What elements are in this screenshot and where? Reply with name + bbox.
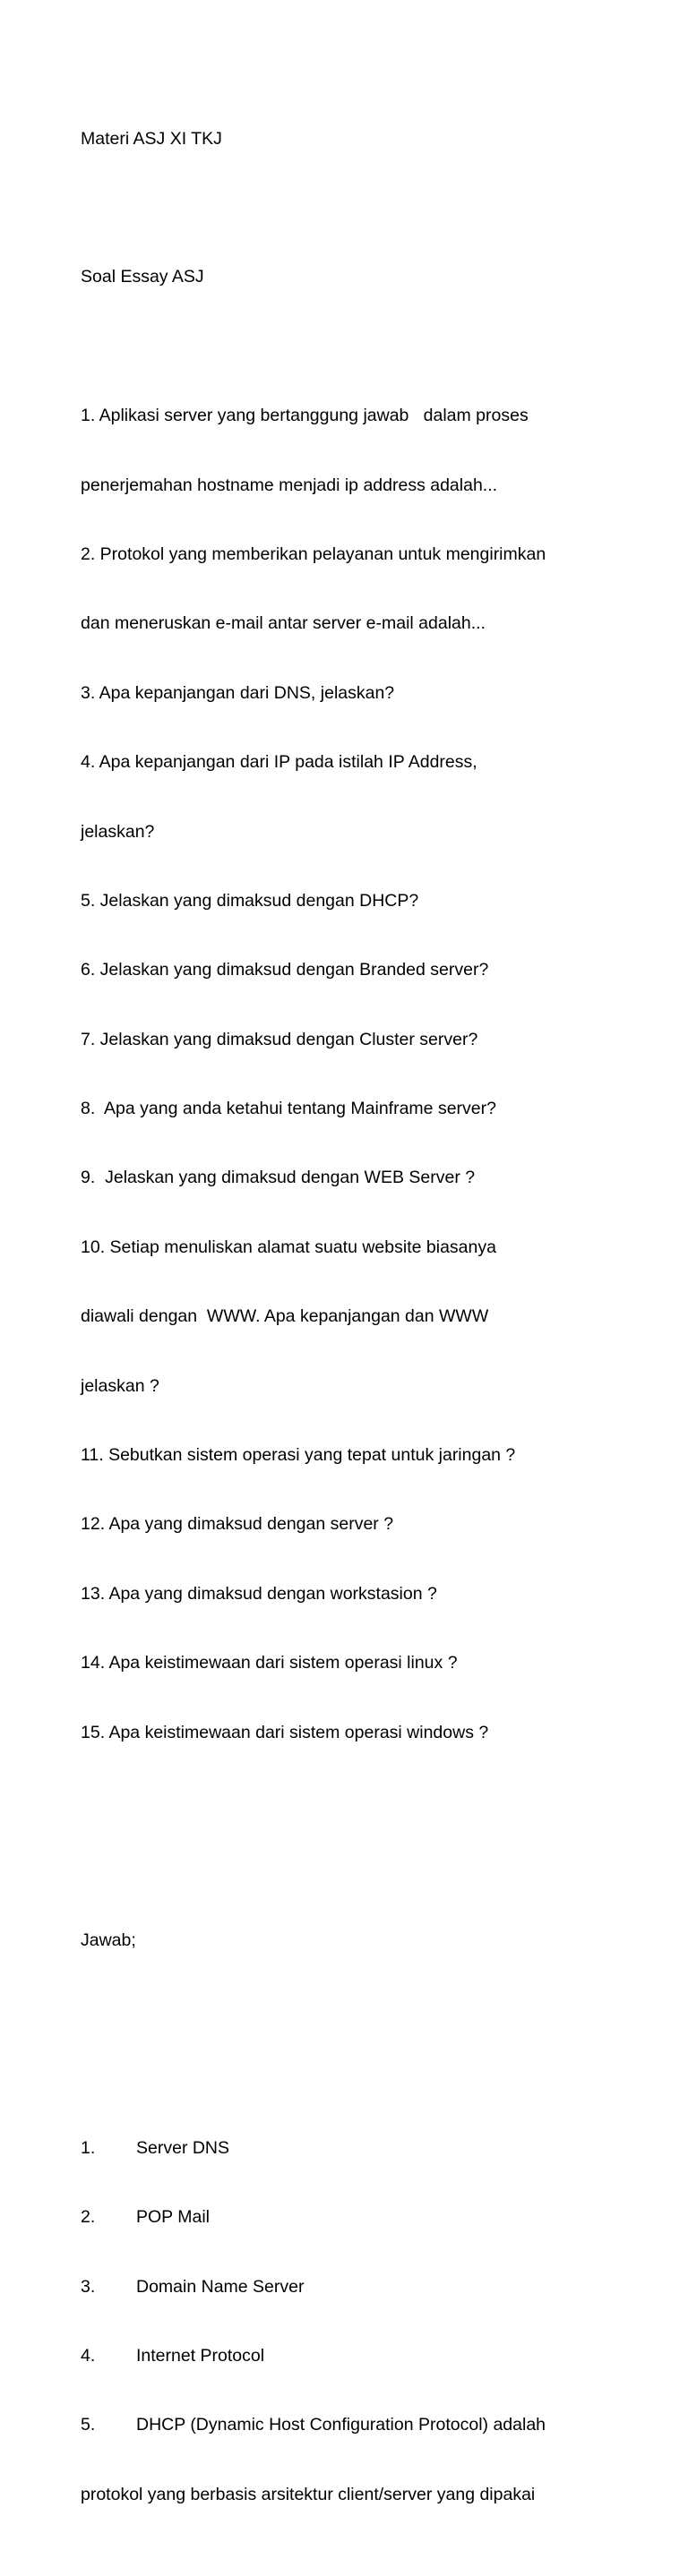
- answer-text: Server DNS: [136, 2137, 230, 2158]
- answer-text: Internet Protocol: [136, 2346, 265, 2366]
- answer-item: [81, 2137, 672, 2161]
- question-line: 5. Jelaskan yang dimaksud dengan DHCP?: [81, 890, 419, 911]
- question-line: jelaskan?: [81, 821, 155, 842]
- answer-text: POP Mail: [136, 2207, 210, 2228]
- answer-number: 5.: [81, 2415, 96, 2435]
- question-line: 2. Protokol yang memberikan pelayanan untuk mengirimkan: [81, 543, 546, 564]
- question-line: 10. Setiap menuliskan alamat suatu website biasanya: [81, 1237, 496, 1257]
- question-line: 8. Apa yang anda ketahui tentang Mainframe server?: [81, 1099, 496, 1119]
- answer-item: [81, 2206, 672, 2229]
- answers-heading: Jawab;: [81, 1930, 136, 1950]
- answer-number: 4.: [81, 2346, 96, 2366]
- question-line: 9. Jelaskan yang dimaksud dengan WEB Server ?: [81, 1168, 476, 1188]
- answer-list: [81, 2091, 672, 2553]
- answer-text: DHCP (Dynamic Host Configuration Protocol) adalah: [136, 2415, 546, 2435]
- question-line: 1. Aplikasi server yang bertanggung jawab dalam proses: [81, 406, 529, 426]
- question-line: dan meneruskan e-mail antar server e-mail adalah...: [81, 613, 486, 634]
- question-line: 12. Apa yang dimaksud dengan server ?: [81, 1514, 394, 1535]
- answer-continuation: protokol yang berbasis arsitektur client/server yang dipakai: [81, 2484, 536, 2504]
- document-title: Materi ASJ XI TKJ: [81, 128, 222, 149]
- answer-item: [81, 2345, 672, 2368]
- question-line: 13. Apa yang dimaksud dengan workstasion ?: [81, 1583, 437, 1604]
- question-line: 4. Apa kepanjangan dari IP pada istilah IP Address,: [81, 752, 477, 773]
- question-line: 6. Jelaskan yang dimaksud dengan Branded server?: [81, 960, 489, 980]
- section-title: Soal Essay ASJ: [81, 267, 204, 287]
- document-page: [81, 81, 672, 2576]
- question-line: diawali dengan WWW. Apa kepanjangan dan WWW: [81, 1306, 489, 1327]
- answer-item: [81, 2276, 672, 2299]
- answer-number: 2.: [81, 2207, 96, 2228]
- question-line: jelaskan ?: [81, 1375, 159, 1396]
- blank-line: [81, 197, 672, 220]
- question-line: 3. Apa kepanjangan dari DNS, jelaskan?: [81, 682, 395, 703]
- question-list: [81, 359, 672, 1791]
- blank-line: [81, 1998, 672, 2022]
- question-line: 15. Apa keistimewaan dari sistem operasi windows ?: [81, 1722, 489, 1742]
- question-line: penerjemahan hostname menjadi ip address adalah...: [81, 475, 498, 495]
- answer-item: [81, 2414, 672, 2437]
- question-line: 7. Jelaskan yang dimaksud dengan Cluster server?: [81, 1029, 478, 1049]
- question-line: 14. Apa keistimewaan dari sistem operasi linux ?: [81, 1653, 458, 1673]
- answer-number: 3.: [81, 2276, 96, 2297]
- answer-text: Domain Name Server: [136, 2276, 305, 2297]
- answer-number: 1.: [81, 2137, 96, 2158]
- blank-line: [81, 1860, 672, 1883]
- question-line: 11. Sebutkan sistem operasi yang tepat untuk jaringan ?: [81, 1445, 516, 1466]
